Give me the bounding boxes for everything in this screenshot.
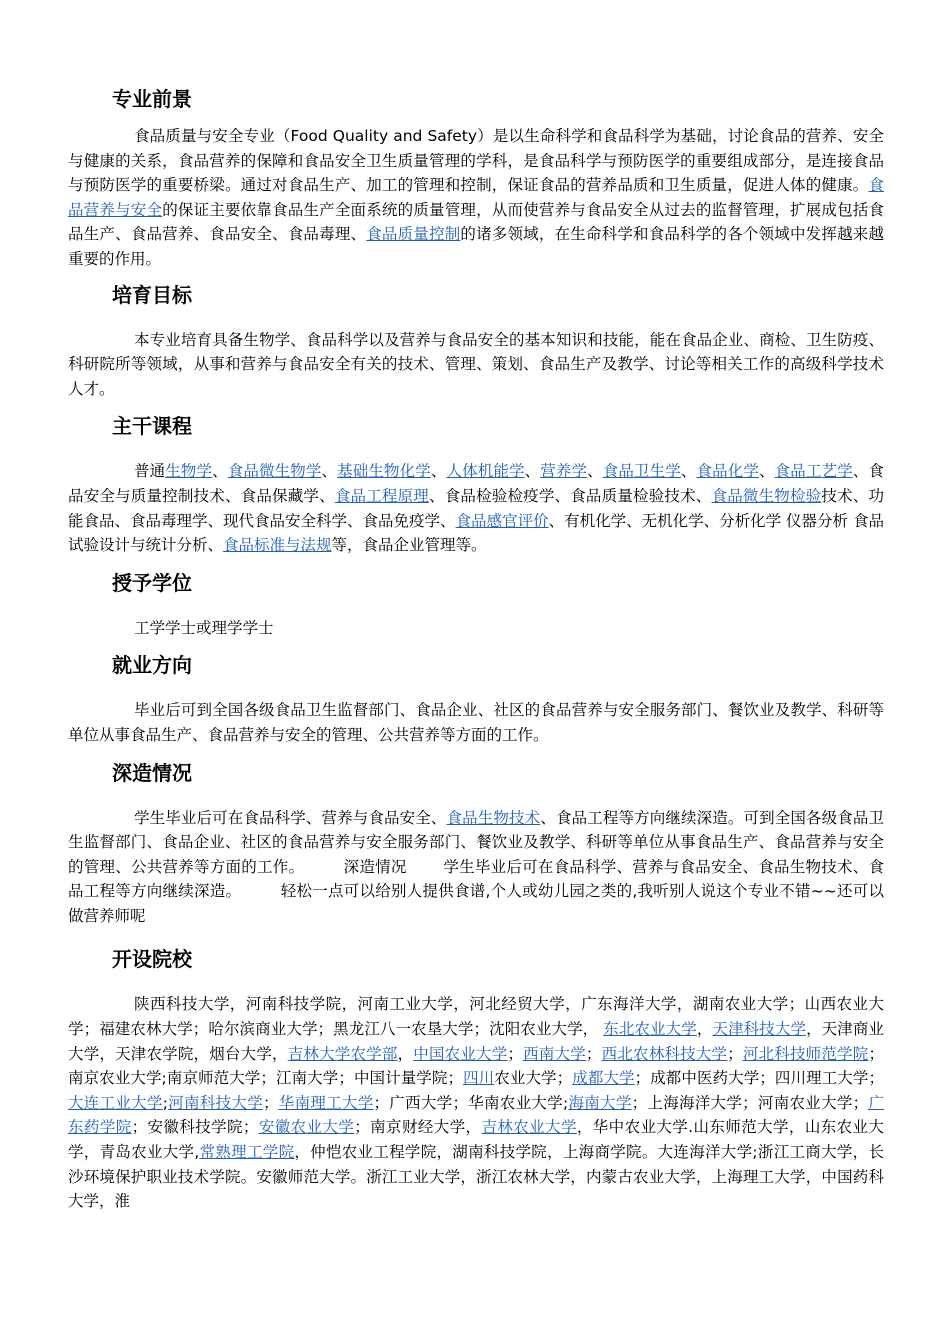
section-heading-goals: 培育目标 xyxy=(112,282,192,307)
body-text: ；安徽科技学院； xyxy=(131,1118,259,1137)
section-body-employment xyxy=(68,698,884,747)
inline-link[interactable]: 河北科技师范学院 xyxy=(742,1044,869,1063)
body-text: ； xyxy=(262,1093,279,1112)
body-text: ， xyxy=(397,1044,414,1063)
section-heading-employment: 就业方向 xyxy=(112,653,192,678)
body-text: ; xyxy=(162,1093,168,1112)
inline-link[interactable]: 广东药学院 xyxy=(68,1093,884,1137)
inline-link[interactable]: 食品工程原理 xyxy=(334,486,429,505)
inline-link[interactable]: 食品质量控制 xyxy=(366,225,461,244)
document-content xyxy=(68,84,884,1214)
body-text: 等，食品企业管理等。 xyxy=(331,536,487,555)
inline-link[interactable]: 食品微生物学 xyxy=(227,462,322,481)
section-body-prospects xyxy=(68,124,884,272)
body-text: 、 xyxy=(524,462,541,481)
inline-link[interactable]: 食品生物技术 xyxy=(446,808,541,827)
inline-link[interactable]: 西南大学 xyxy=(522,1044,586,1063)
body-text: 、 xyxy=(321,462,338,481)
body-text: 农业大学； xyxy=(494,1069,573,1088)
body-text: 技术、功能食品、食品毒理学、现代食品安全科学、食品免疫学、 xyxy=(68,486,884,530)
body-text: 、 xyxy=(212,462,228,481)
inline-link[interactable]: 食品微生物检验 xyxy=(711,486,822,505)
body-text: ；成都中医药大学；四川理工大学； xyxy=(634,1069,884,1088)
inline-link[interactable]: 天津科技大学 xyxy=(712,1020,807,1039)
inline-link[interactable]: 吉林农业大学 xyxy=(481,1118,577,1137)
body-text: 的诸多领域，在生命科学和食品科学的各个领域中发挥越来越重要的作用。 xyxy=(68,225,884,268)
body-text: ，仲恺农业工程学院，湖南科技学院，上海商学院。大连海洋大学;浙江工商大学，长沙环境保护职业技术学院。安徽师范大学。浙江工业大学，浙江农林大学，内蒙古农业大学，上海理工大学，中国药科大学，淮 xyxy=(68,1143,884,1211)
inline-link[interactable]: 食品感官评价 xyxy=(455,511,549,530)
body-text: ； xyxy=(507,1044,523,1063)
body-text: 食品质量与安全专业（Food Quality and Safety）是以生命科学和食品科学为基础，讨论食品的营养、安全与健康的关系，食品营养的保障和食品安全卫生质量管理的学科，是食品科学与预防医学的重要组成部分，是连接食品与预防医学的重要桥梁。通过对食品生产、加工的管理和控制，保证食品的营养品质和卫生质量，促进人体的健康。 xyxy=(68,127,884,195)
inline-link[interactable]: 海南大学 xyxy=(568,1093,632,1112)
body-text: 、 xyxy=(680,462,697,481)
body-text: ； xyxy=(727,1044,743,1063)
section-body-courses xyxy=(68,459,884,557)
inline-link[interactable]: 食品化学 xyxy=(696,462,759,481)
body-text: 毕业后可到全国各级食品卫生监督部门、食品企业、社区的食品营养与安全服务部门、餐饮业及教学、科研等单位从事食品生产、食品营养与安全的管理、公共营养等方面的工作。 xyxy=(68,701,884,744)
body-text: 、食品安全与质量控制技术、食品保藏学、 xyxy=(68,462,884,505)
section-body-degree xyxy=(68,616,884,641)
section-heading-prospects: 专业前景 xyxy=(112,87,192,111)
body-text: ，华中农业大学.山东师范大学，山东农业大学，青岛农业大学, xyxy=(68,1118,884,1162)
section-heading-universities: 开设院校 xyxy=(112,947,192,972)
body-text: ，天津商业大学，天津农学院，烟台大学， xyxy=(68,1020,884,1063)
section-body-universities xyxy=(68,992,884,1213)
body-text: ；南京财经大学， xyxy=(354,1118,482,1137)
inline-link[interactable]: 生物学 xyxy=(165,462,213,481)
inline-link[interactable]: 中国农业大学 xyxy=(413,1044,508,1063)
inline-link[interactable]: 吉林大学农学部 xyxy=(287,1044,398,1063)
section-heading-degree: 授予学位 xyxy=(112,570,192,595)
body-text: 学生毕业后可在食品科学、营养与食品安全、 xyxy=(134,808,447,827)
inline-link[interactable]: 基础生物化学 xyxy=(337,462,431,481)
inline-link[interactable]: 河南科技大学 xyxy=(167,1093,263,1112)
inline-link[interactable]: 食品工艺学 xyxy=(774,462,853,481)
body-text: ， xyxy=(696,1020,713,1039)
inline-link[interactable]: 食品营养与安全 xyxy=(68,176,884,219)
body-text: 的保证主要依靠食品生产全面系统的质量管理，从而使营养与食品安全从过去的监督管理，扩展成包括食品生产、食品营养、食品安全、食品毒理、 xyxy=(68,200,884,244)
inline-link[interactable]: 东北农业大学 xyxy=(603,1020,697,1039)
body-text: 、 xyxy=(430,462,447,481)
body-text: 工学学士或理学学士 xyxy=(134,618,274,637)
inline-link[interactable]: 常熟理工学院 xyxy=(199,1143,295,1162)
section-body-further-study xyxy=(68,806,884,929)
section-heading-further-study: 深造情况 xyxy=(112,760,192,785)
inline-link[interactable]: 食品标准与法规 xyxy=(223,536,332,555)
inline-link[interactable]: 营养学 xyxy=(540,462,588,481)
body-text: 、 xyxy=(587,462,603,481)
inline-link[interactable]: 华南理工大学 xyxy=(278,1093,374,1112)
body-text: 、食品检验检疫学、食品质量检验技术、 xyxy=(428,486,712,505)
inline-link[interactable]: 成都大学 xyxy=(572,1069,635,1088)
inline-link[interactable]: 人体机能学 xyxy=(446,462,525,481)
inline-link[interactable]: 大连工业大学 xyxy=(68,1093,163,1112)
body-text: ； xyxy=(585,1044,602,1063)
body-text: 、食品工程等方向继续深造。可到全国各级食品卫生监督部门、食品企业、社区的食品营养与安全服务部门、餐饮业及教学、科研等单位从事食品生产、食品营养与安全的管理、公共营养等方面的工作。 深造情况 学生毕业后可在食品科学、营养与食品安全、食品生物技术、食品工程等方向继续深造。 轻松一点可以给别人提供食谱,个人或幼儿园之类的,我听别人说这个专业不错~~还可以做营养师呢 xyxy=(68,808,884,925)
inline-link[interactable]: 西北农林科技大学 xyxy=(601,1044,728,1063)
section-body-goals xyxy=(68,328,884,402)
body-text: ；上海海洋大学；河南农业大学； xyxy=(631,1093,869,1112)
body-text: ；广西大学；华南农业大学; xyxy=(373,1093,569,1112)
body-text: 普通 xyxy=(134,462,166,481)
body-text: 本专业培育具备生物学、食品科学以及营养与食品安全的基本知识和技能，能在食品企业、商检、卫生防疫、科研院所等领域，从事和营养与食品安全有关的技术、管理、策划、食品生产及教学、讨论等相关工作的高级科学技术人才。 xyxy=(68,330,884,398)
body-text: 陕西科技大学，河南科技学院，河南工业大学，河北经贸大学，广东海洋大学，湖南农业大学；山西农业大学；福建农林大学；哈尔滨商业大学；黑龙江八一农垦大学；沈阳农业大学， xyxy=(68,995,884,1039)
body-text: 、有机化学、无机化学、分析化学 仪器分析 食品试验设计与统计分析、 xyxy=(68,511,884,555)
inline-link[interactable]: 四川 xyxy=(463,1069,495,1088)
inline-link[interactable]: 安徽农业大学 xyxy=(258,1118,355,1137)
section-heading-courses: 主干课程 xyxy=(112,414,192,439)
inline-link[interactable]: 食品卫生学 xyxy=(602,462,681,481)
body-text: 、 xyxy=(758,462,775,481)
body-text: ；南京农业大学;南京师范大学；江南大学；中国计量学院； xyxy=(68,1044,884,1088)
